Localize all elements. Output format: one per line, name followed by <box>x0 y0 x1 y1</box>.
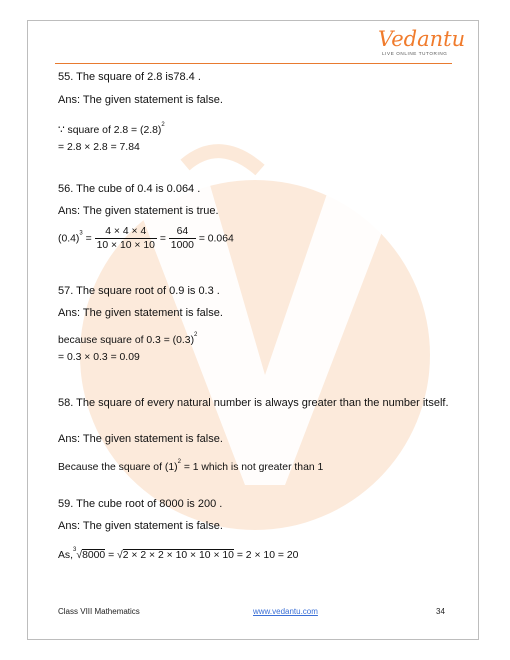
q56-question: 56. The cube of 0.4 is 0.064 . <box>58 183 201 195</box>
square-root-icon: √ <box>117 550 123 561</box>
q55-question: 55. The square of 2.8 is78.4 . <box>58 71 201 83</box>
q55-step1: ∵ square of $2.8 = (2.8)^2$ <box>58 122 165 136</box>
q57-step1: because square of $0.3 = (0.3)^2$ <box>58 332 198 346</box>
q56-answer: Ans: The given statement is true. <box>58 205 219 217</box>
footer-page-number: 34 <box>436 607 445 616</box>
vedantu-logo[interactable] <box>378 27 466 56</box>
logo-tagline: LIVE ONLINE TUTORING <box>382 51 448 56</box>
cube-root-icon: √ <box>76 550 83 561</box>
because-symbol: ∵ <box>58 125 65 136</box>
q57-step2: = 0.3 × 0.3 = 0.09 <box>58 352 140 363</box>
footer-website-link[interactable]: www.vedantu.com <box>253 607 318 616</box>
q57-answer: Ans: The given statement is false. <box>58 307 223 319</box>
header-rule <box>55 63 452 64</box>
q59-answer: Ans: The given statement is false. <box>58 520 223 532</box>
q58-step: Because the square of $(1)^2 = 1$ which is not greater than 1 <box>58 459 324 473</box>
q55-answer: Ans: The given statement is false. <box>58 94 223 106</box>
q58-answer: Ans: The given statement is false. <box>58 433 223 445</box>
q59-step: As,$^3$√8000 = √2 × 2 × 2 × 10 × 10 × 10 = 2 × 10 = 20 <box>58 547 299 561</box>
q56-equation: $(0.4)^3$ = $\frac{4 \times 4 \times 4}{10 \times 10 \times 10}$ = $\frac{64}{1000}$ = 0.064 <box>58 226 234 251</box>
q58-question: 58. The square of every natural number is always greater than the number itself. <box>58 397 449 409</box>
footer-class-label: Class VIII Mathematics <box>58 607 140 616</box>
logo-text: Vedantu <box>378 27 466 51</box>
q59-question: 59. The cube root of 8000 is 200 . <box>58 498 223 510</box>
q56-fraction-1: $\frac{4 \times 4 \times 4}{10 \times 10 \times 10}$ <box>96 226 155 251</box>
q57-question: 57. The square root of 0.9 is 0.3 . <box>58 285 220 297</box>
q56-fraction-2: $\frac{64}{1000}$ <box>170 226 194 251</box>
q55-step2: = 2.8 × 2.8 = 7.84 <box>58 142 140 153</box>
